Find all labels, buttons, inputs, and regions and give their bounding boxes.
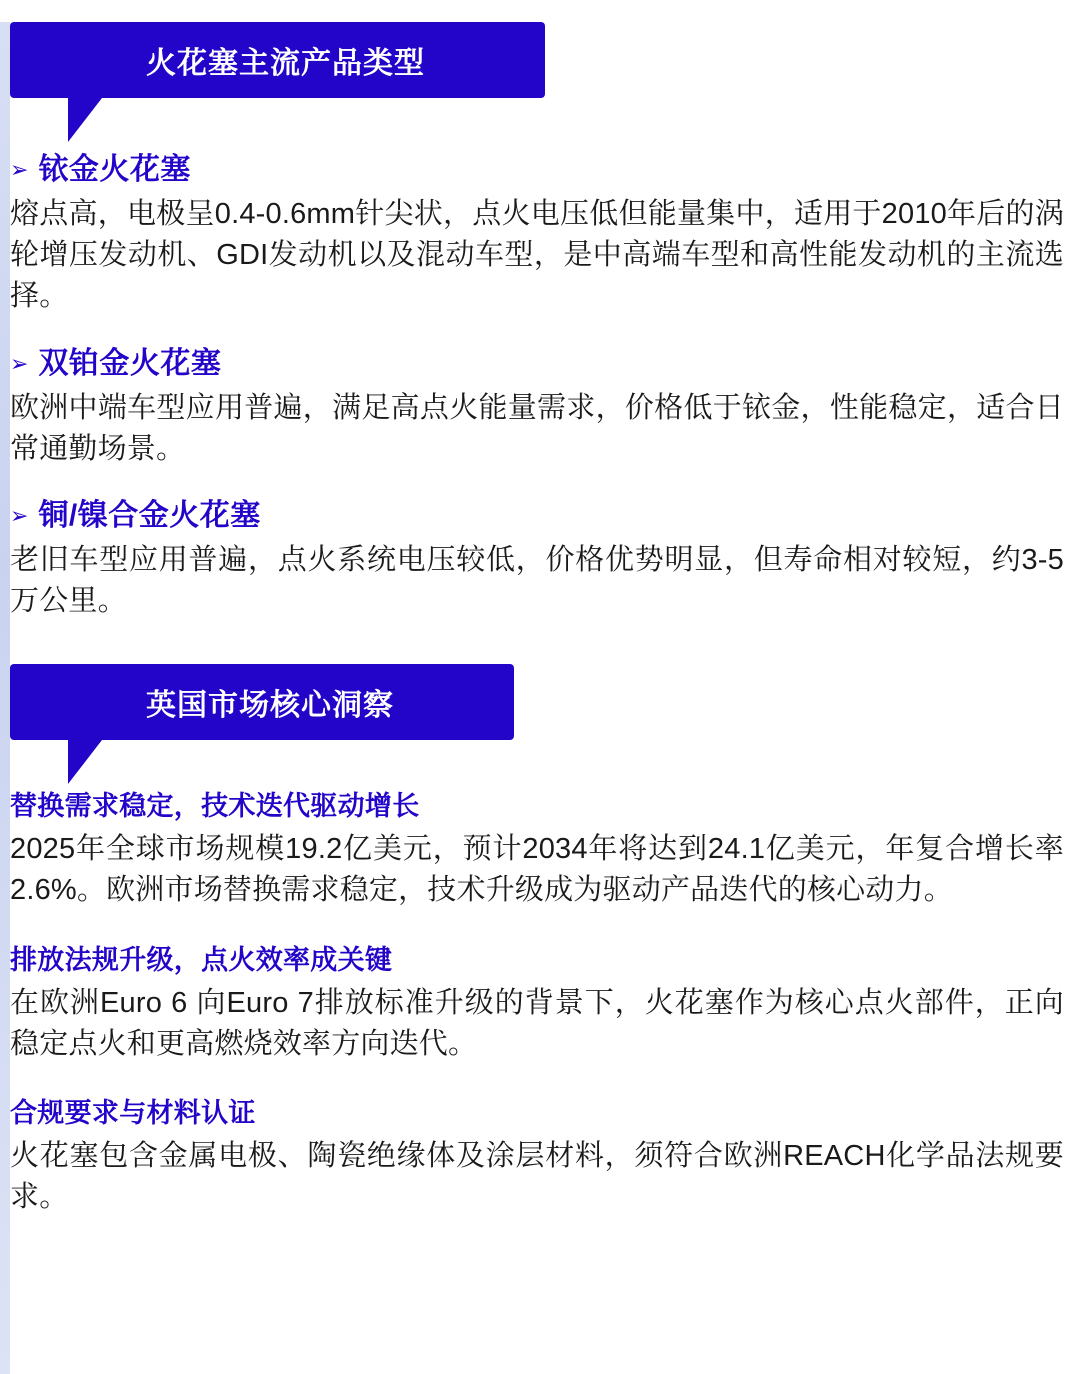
insight-item [10, 938, 1064, 1065]
section-banner-product-types [10, 22, 1064, 98]
section-banner-label: 火花塞主流产品类型 [10, 22, 545, 98]
insight-body: 火花塞包含金属电极、陶瓷绝缘体及涂层材料，须符合欧洲REACH化学品法规要求。 [10, 1139, 1064, 1214]
banner-tail-shape [68, 740, 102, 784]
item-heading [10, 338, 1064, 382]
insight-item [10, 784, 1064, 911]
list-item [10, 490, 1064, 622]
arrow-right-icon: ➢ [10, 157, 29, 182]
list-item [10, 144, 1064, 318]
item-title: 铜/镍合金火花塞 [38, 498, 261, 532]
item-body: 熔点高，电极呈0.4-0.6mm针尖状，点火电压低但能量集中，适用于2010年后的涡轮增压发动机、GDI发动机以及混动车型，是中高端车型和高性能发动机的主流选择。 [10, 198, 1064, 313]
item-heading [10, 490, 1064, 534]
item-title: 双铂金火花塞 [38, 346, 222, 380]
insight-title: 排放法规升级，点火效率成关键 [10, 944, 393, 975]
insight-body: 在欧洲Euro 6 向Euro 7排放标准升级的背景下，火花塞作为核心点火部件，正向稳定点火和更高燃烧效率方向迭代。 [10, 986, 1064, 1060]
item-title: 铱金火花塞 [38, 153, 191, 186]
banner-tail-shape [68, 98, 102, 142]
section-banner-market-insight [10, 664, 1064, 740]
arrow-right-icon: ➢ [10, 502, 29, 528]
insight-title: 替换需求稳定，技术迭代驱动增长 [10, 791, 420, 822]
insight-item [10, 1091, 1064, 1218]
item-body: 欧洲中端车型应用普遍，满足高点火能量需求，价格低于铱金，性能稳定，适合日常通勤场景。 [10, 391, 1064, 465]
list-item [10, 338, 1064, 470]
section-banner-label: 英国市场核心洞察 [10, 664, 514, 740]
item-body: 老旧车型应用普遍，点火系统电压较低，价格优势明显，但寿命相对较短，约3-5万公里。 [10, 543, 1064, 618]
insight-body: 2025年全球市场规模19.2亿美元，预计2034年将达到24.1亿美元，年复合增长率2.6%。欧洲市场替换需求稳定，技术升级成为驱动产品迭代的核心动力。 [10, 833, 1064, 907]
item-heading [10, 144, 1064, 188]
insight-title: 合规要求与材料认证 [10, 1097, 256, 1128]
document-page [0, 22, 1078, 1218]
arrow-right-icon: ➢ [10, 350, 29, 376]
